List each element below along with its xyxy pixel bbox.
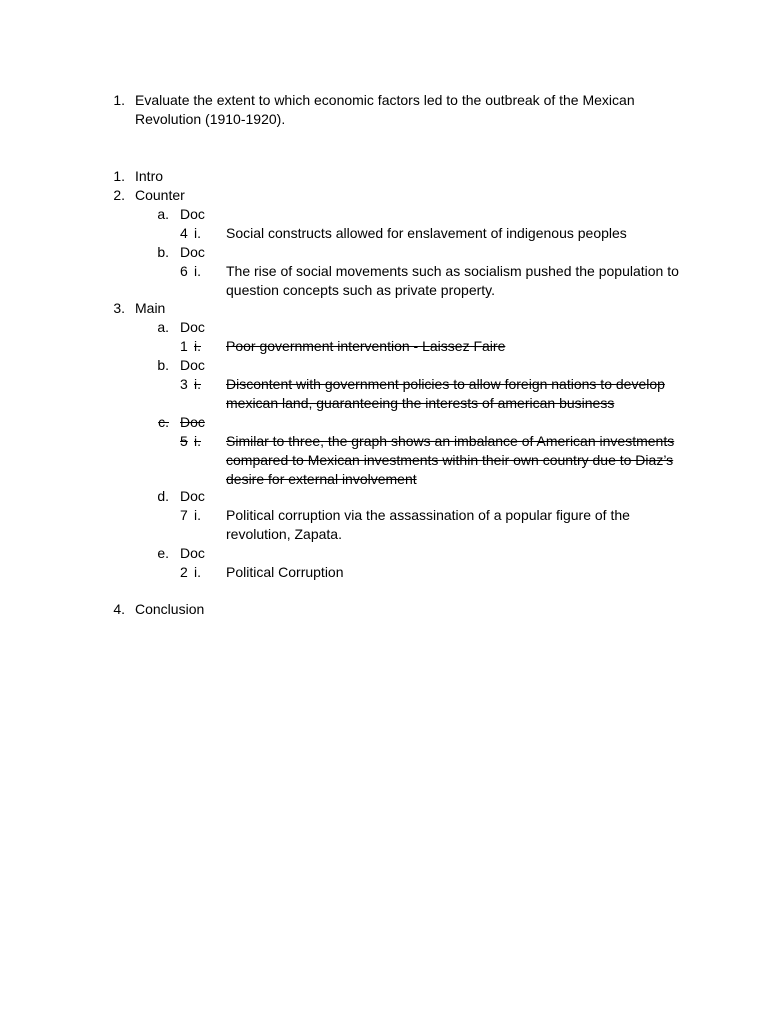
point-marker: i. bbox=[194, 507, 201, 523]
sub-item-label: Doc 2 bbox=[180, 545, 205, 580]
question-line: Revolution (1910-1920). bbox=[135, 111, 286, 127]
point-line: Social constructs allowed for enslavement of indigenous peoples bbox=[226, 225, 627, 241]
sub-item-label: Doc 5 bbox=[180, 414, 205, 449]
outline-label: Conclusion bbox=[135, 601, 205, 617]
point-line: desire for external involvement bbox=[226, 471, 417, 487]
point-text bbox=[226, 337, 505, 356]
sub-item-label: Doc 1 bbox=[180, 319, 205, 354]
question-line: Evaluate the extent to which economic factors led to the outbreak of the Mexican bbox=[135, 92, 635, 108]
point-line: Political Corruption bbox=[226, 564, 344, 580]
point-text bbox=[226, 506, 630, 544]
sub-item-letter: a. bbox=[157, 206, 169, 222]
point-line: compared to Mexican investments within their own country due to Diaz’s bbox=[226, 452, 674, 468]
outline-number: 2. bbox=[113, 187, 125, 203]
point-line: Poor government intervention - Laissez Faire bbox=[226, 338, 506, 354]
point-text bbox=[226, 224, 627, 243]
sub-item-letter: b. bbox=[157, 244, 169, 260]
point-marker: i. bbox=[194, 225, 201, 241]
point-marker: i. bbox=[194, 564, 201, 580]
point-text bbox=[226, 375, 665, 413]
sub-item-letter: d. bbox=[157, 488, 169, 504]
point-marker: i. bbox=[194, 376, 201, 392]
sub-item-label: Doc 3 bbox=[180, 357, 205, 392]
outline-number: 4. bbox=[113, 601, 125, 617]
sub-item-label: Doc 4 bbox=[180, 206, 205, 241]
point-marker: i. bbox=[194, 263, 201, 279]
sub-item-letter: c. bbox=[158, 414, 169, 430]
point-text bbox=[226, 432, 674, 489]
question-number: 1. bbox=[113, 92, 125, 108]
sub-item-letter: e. bbox=[157, 545, 169, 561]
outline-number: 3. bbox=[113, 300, 125, 316]
point-line: Similar to three, the graph shows an imbalance of American investments bbox=[226, 433, 675, 449]
point-line: The rise of social movements such as socialism pushed the population to bbox=[226, 263, 679, 279]
question-text bbox=[135, 91, 635, 129]
outline-label: Counter bbox=[135, 187, 185, 203]
point-text bbox=[226, 262, 679, 300]
point-line: question concepts such as private property. bbox=[226, 282, 496, 298]
point-line: revolution, Zapata. bbox=[226, 526, 342, 542]
outline-label: Main bbox=[135, 300, 166, 316]
sub-item-letter: a. bbox=[157, 319, 169, 335]
point-marker: i. bbox=[194, 338, 201, 354]
point-line: Political corruption via the assassination of a popular figure of the bbox=[226, 507, 630, 523]
outline-label: Intro bbox=[135, 168, 164, 184]
sub-item-letter: b. bbox=[157, 357, 169, 373]
outline-number: 1. bbox=[113, 168, 125, 184]
point-text bbox=[226, 563, 344, 582]
sub-item-label: Doc 7 bbox=[180, 488, 205, 523]
point-line: Discontent with government policies to allow foreign nations to develop bbox=[226, 376, 665, 392]
point-line: mexican land, guaranteeing the interests of american business bbox=[226, 395, 615, 411]
point-marker: i. bbox=[194, 433, 201, 449]
sub-item-label: Doc 6 bbox=[180, 244, 205, 279]
